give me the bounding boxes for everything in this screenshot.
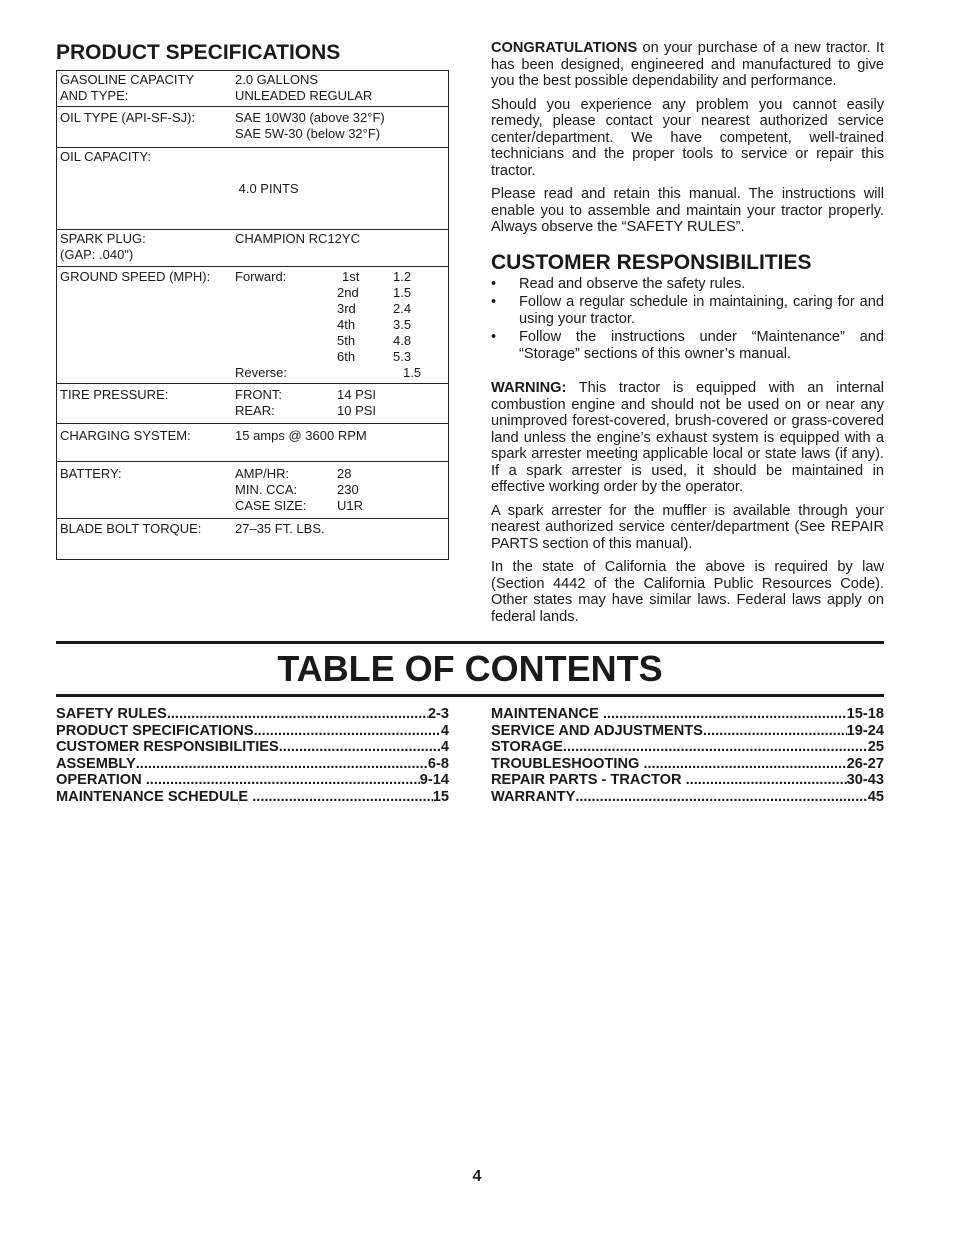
bullet: •	[491, 294, 497, 310]
toc-entry-maintenance[interactable]: MAINTENANCE ..... 15-18	[491, 706, 884, 723]
bullet: •	[491, 329, 497, 345]
spec-row-battery	[57, 462, 449, 519]
spec-value: 2.0 GALLONS	[235, 72, 319, 87]
product-specifications-section	[56, 40, 449, 560]
gear-speed: 4.8	[393, 333, 412, 348]
spec-value: 27–35 FT. LBS.	[235, 521, 325, 536]
specs-table	[56, 70, 449, 560]
battery-value: U1R	[337, 498, 364, 513]
forward-label: Forward:	[235, 269, 287, 284]
tire-rear-value: 10 PSI	[337, 403, 377, 418]
toc-entry-customer-responsibilities[interactable]: CUSTOMER RESPONSIBILITIES ..... 4	[56, 739, 449, 756]
spec-row-gasoline	[57, 71, 449, 107]
spec-row-oil-type	[57, 107, 449, 148]
gear-label: 6th	[337, 349, 356, 364]
list-item: • Follow the instructions under “Maintenance” and “Storage” sections of this owner’s manual.	[491, 329, 884, 362]
spec-label: AND TYPE:	[60, 88, 129, 103]
toc-entry-maintenance-schedule[interactable]: MAINTENANCE SCHEDULE ..... 15	[56, 789, 449, 806]
toc-right-column	[491, 706, 884, 805]
spec-label: (GAP: .040")	[60, 247, 134, 262]
toc-entry-product-specifications[interactable]: PRODUCT SPECIFICATIONS ..... 4	[56, 723, 449, 740]
toc-entry-assembly[interactable]: ASSEMBLY ..... 6-8	[56, 756, 449, 773]
list-item: • Read and observe the safety rules.	[491, 275, 746, 292]
toc-entry-troubleshooting[interactable]: TROUBLESHOOTING ..... 26-27	[491, 756, 884, 773]
spec-label: SPARK PLUG:	[60, 231, 146, 246]
congratulations-lead: CONGRATULATIONS	[491, 40, 638, 56]
california-law-paragraph: In the state of California the above is required by law (Section 4442 of the California Public Resources Code). Other states may have similar laws. Federal laws apply on federal lands.	[491, 559, 884, 625]
gear-speed: 2.4	[393, 301, 412, 316]
spec-label: OIL TYPE (API-SF-SJ):	[60, 110, 196, 125]
spec-row-blade-torque	[57, 519, 449, 560]
toc-top-rule	[56, 641, 884, 644]
page-number: 4	[472, 1168, 482, 1185]
gear-label: 2nd	[337, 285, 359, 300]
spec-value: SAE 10W30 (above 32°F)	[235, 110, 385, 125]
spec-row-spark-plug	[57, 230, 449, 267]
gear-label: 5th	[337, 333, 356, 348]
battery-key: MIN. CCA:	[235, 482, 298, 497]
toc-bottom-rule	[56, 694, 884, 697]
responsibilities-heading: CUSTOMER RESPONSIBILITIES	[491, 250, 812, 274]
toc-entry-safety-rules[interactable]: SAFETY RULES ..... 2-3	[56, 706, 449, 723]
congratulations-text: on your purchase of a new tractor. It has been designed, engineered and manufactured to give you the best possible dependability and performance.	[491, 40, 884, 89]
spark-arrester-paragraph: A spark arrester for the muffler is available through your nearest authorized service center/department (See REPAIR PARTS section of this manual).	[491, 502, 884, 552]
service-paragraph: Should you experience any problem you cannot easily remedy, please contact your nearest authorized service center/department. We have competent, well-trained technicians and the proper tools to service or repair this tractor.	[491, 96, 884, 179]
gear-label: 1st	[342, 269, 360, 284]
retain-manual-paragraph: Please read and retain this manual. The instructions will enable you to assemble and maintain your tractor properly. Always observe the “SAFETY RULES”.	[491, 186, 884, 235]
gear-speed: 3.5	[393, 317, 412, 332]
specs-heading: PRODUCT SPECIFICATIONS	[56, 41, 341, 64]
intro-section	[491, 40, 884, 632]
responsibilities-list	[491, 276, 884, 363]
spec-value: 15 amps @ 3600 RPM	[235, 428, 367, 443]
spec-label: TIRE PRESSURE:	[60, 387, 169, 402]
spec-row-charging	[57, 424, 449, 462]
spec-label: GASOLINE CAPACITY	[60, 72, 195, 87]
spec-row-ground-speed	[57, 267, 449, 384]
gear-speed: 1.5	[393, 285, 412, 300]
gear-speed: 5.3	[393, 349, 412, 364]
spec-label: OIL CAPACITY:	[60, 149, 152, 164]
reverse-label: Reverse:	[235, 365, 288, 380]
congratulations-paragraph	[491, 40, 884, 90]
bullet: •	[491, 275, 497, 292]
spec-value: UNLEADED REGULAR	[235, 88, 373, 103]
battery-value: 230	[337, 482, 359, 497]
spec-row-tire-pressure	[57, 384, 449, 424]
spec-value: CHAMPION RC12YC	[235, 231, 360, 246]
tire-front-label: FRONT:	[235, 387, 282, 402]
warning-lead: WARNING:	[491, 380, 567, 396]
warning-paragraph	[491, 380, 884, 496]
spec-label: BLADE BOLT TORQUE:	[60, 521, 202, 536]
gear-label: 4th	[337, 317, 356, 332]
gear-label: 3rd	[337, 301, 356, 316]
list-item: • Follow a regular schedule in maintaining, caring for and using your tractor.	[491, 294, 884, 327]
toc-entry-warranty[interactable]: WARRANTY ..... 45	[491, 789, 884, 806]
toc-heading: TABLE OF CONTENTS	[277, 648, 663, 689]
toc-entry-repair-parts[interactable]: REPAIR PARTS - TRACTOR ..... 30-43	[491, 772, 884, 789]
gear-speed: 1.2	[393, 269, 412, 284]
reverse-speed: 1.5	[403, 365, 422, 380]
battery-key: AMP/HR:	[235, 466, 290, 481]
toc-entry-operation[interactable]: OPERATION ..... 9-14	[56, 772, 449, 789]
tire-front-value: 14 PSI	[337, 387, 377, 402]
spec-label: BATTERY:	[60, 466, 122, 481]
tire-rear-label: REAR:	[235, 403, 275, 418]
battery-key: CASE SIZE:	[235, 498, 307, 513]
spec-row-oil-capacity	[57, 148, 449, 230]
spec-label: CHARGING SYSTEM:	[60, 428, 191, 443]
spec-value: SAE 5W-30 (below 32°F)	[235, 126, 381, 141]
battery-value: 28	[337, 466, 352, 481]
toc-left-column	[56, 706, 449, 805]
spec-label: GROUND SPEED (MPH):	[60, 269, 211, 284]
toc-entry-service-adjustments[interactable]: SERVICE AND ADJUSTMENTS ..... 19-24	[491, 723, 884, 740]
warning-text: This tractor is equipped with an internal combustion engine and should not be used on or near any unimproved forest-covered, brush-covered or grass-covered land unless the engine’s exhaust system is equipped with a spark arrester meeting applicable local or state laws (if any). If a spark arrester is used, it should be maintained in effective working order by the operator.	[491, 380, 884, 495]
spec-value: 4.0 PINTS	[235, 181, 299, 196]
toc-entry-storage[interactable]: STORAGE ..... 25	[491, 739, 884, 756]
